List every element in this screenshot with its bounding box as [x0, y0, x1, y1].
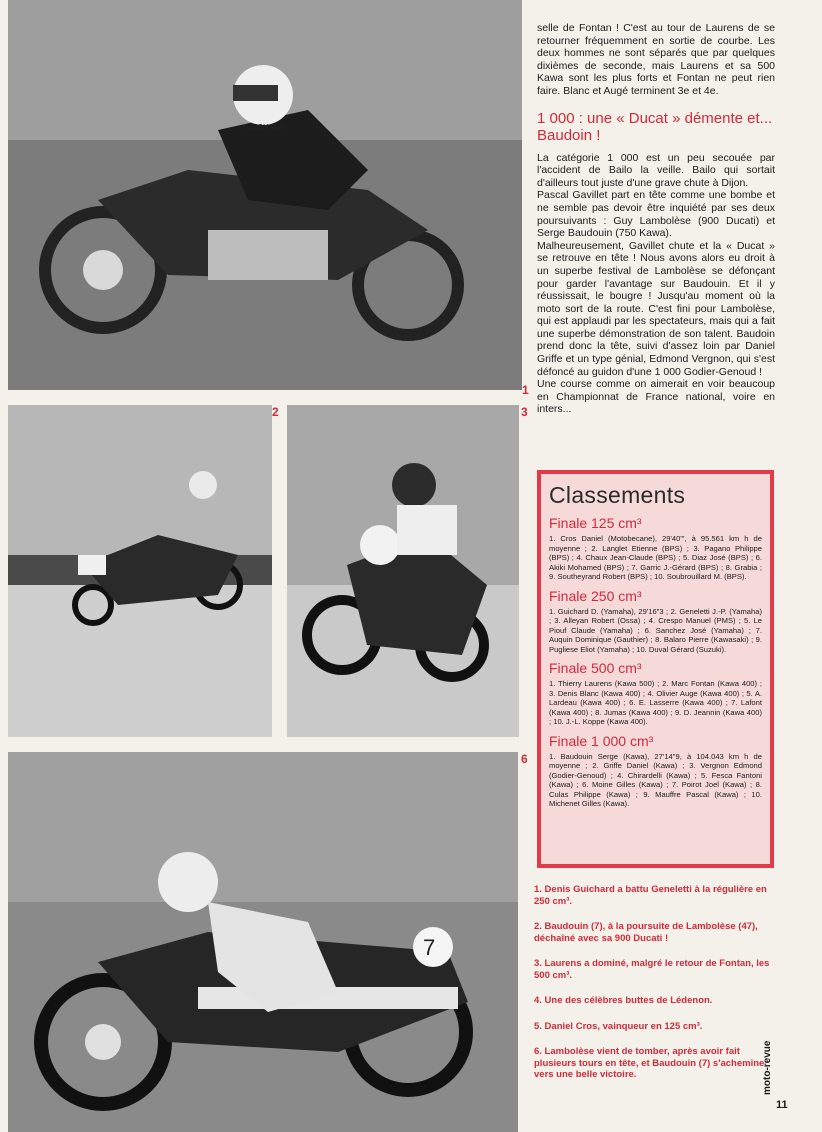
photo-number-3: 3 [521, 405, 528, 419]
caption: 6. Lambolèse vient de tomber, après avoir fait plusieurs tours en tête, et Baudouin (7) s'achemine vers une belle victoire. [534, 1046, 765, 1080]
article-paragraph: Pascal Gavillet part en tête comme une bombe et ne semble pas devoir être inquiété par ses deux poursuivants : Guy Lambolèse (900 Ducati) et Serge Baudouin (750 Kawa). [537, 189, 775, 240]
classement-heading: Finale 250 cm³ [549, 587, 642, 604]
classement-heading: Finale 1 000 cm³ [549, 732, 654, 749]
article-paragraph: La catégorie 1 000 est un peu secouée par l'accident de Bailo la veille. Bailo qui sortait d'ailleurs tout juste d'une grave chute à Dijon. [537, 151, 775, 189]
classement-results: 1. Cros Daniel (Motobecane), 29'40"', à 95.561 km h de moyenne ; 2. Langlet Etienne (BPS) ; 3. Pagano Philippe (BPS) ; 4. Chaux Jean-Claude (BPS) ; 5. Diaz José (BPS) ; 6. Akiki Mohamed (BPS) ; 7. Garric J.-Gérard (BPS) ; 8. Grabia ; 9. Southeyrand Robert (BPS) ; 10. Soubrouillard M. (BPS). [549, 534, 762, 581]
photo-number-2: 2 [272, 405, 279, 419]
photo-3-illustration [287, 405, 519, 737]
page-number: 11 [776, 1099, 788, 1111]
motorcycle-rider-illustration [8, 0, 522, 390]
rider-plate: GUICHARD [243, 123, 286, 132]
svg-text:7: 7 [423, 935, 436, 960]
photo-2-lambolese [8, 405, 272, 737]
photo-6-illustration [8, 752, 518, 1132]
photo-2-illustration [8, 405, 272, 737]
caption: 5. Daniel Cros, vainqueur en 125 cm³. [534, 1020, 703, 1032]
classement-results: 1. Guichard D. (Yamaha), 29'16"3 ; 2. Geneletti J.-P. (Yamaha) ; 3. Alleyan Robert (Ossa) ; 4. Crespo Manuel (PMS) ; 5. Le Piouf Claude (Yamaha) ; 6. Sanchez José (Yamaha) ; 7. Auquin Dominique (Gauthier) ; 8. Balaro Pierre (Kawasaki) ; 9. Pugliese Eliot (Yamaha) ; 10. Duval Gérard (Suzuki). [549, 606, 762, 654]
caption: 4. Une des célèbres buttes de Lédenon. [534, 995, 713, 1006]
photo-1-guichard [8, 0, 522, 390]
classement-results: 1. Thierry Laurens (Kawa 500) ; 2. Marc Fontan (Kawa 400) ; 3. Denis Blanc (Kawa 400) ; 4. Olivier Auge (Kawa 400) ; 5. A. Lardeau (Kawa 400) ; 6. E. Lasserre (Kawa 400) ; 7. Lafont (Kawa 400) ; 8. Jumas (Kawa 400) ; 9. D. Jeannin (Kawa 400) ; 10. J.-L. Koppe (Kawa 400). [549, 679, 762, 726]
caption: 1. Denis Guichard a battu Geneletti à la régulière en 250 cm³. [534, 884, 767, 907]
classement-heading: Finale 500 cm³ [549, 660, 642, 676]
photo-number-1: 1 [522, 383, 529, 397]
article-paragraph-intro: selle de Fontan ! C'est au tour de Laurens de se retourner fréquemment en sortie de courbe. Les deux hommes ne sont séparés que par quelques dixièmes de seconde, mais Laurens et sa 500 Kawa sont les plus forts et Fontan ne peut rien faire. Blanc et Augé terminent 3e et 4e. [537, 22, 775, 97]
classements-title: Classements [549, 482, 686, 508]
article-body [537, 22, 775, 416]
photo-6-baudouin [8, 752, 518, 1132]
article-paragraph: Une course comme on aimerait en voir beaucoup en Championnat de France national, voire en inters... [537, 378, 775, 416]
caption: 3. Laurens a dominé, malgré le retour de Fontan, les 500 cm³. [534, 958, 770, 981]
classements-box [537, 470, 774, 868]
classement-results: 1. Baudouin Serge (Kawa), 27'14"9, à 104.043 km h de moyenne ; 2. Griffe Daniel (Kawa) ; 3. Vergnon Edmond (Godier-Genoud) ; 4. Chirardelli (Kawa) ; 5. Fesca Fantoni (Kawa) ; 6. Moine Gilles (Kawa) ; 7. Poirot Joel (Kawa) ; 8. Culas Philippe (Kawa) ; 9. Mauffre Pascal (Kawa) ; 10. Michenet Gilles (Kawa). [549, 751, 762, 808]
article-headline: 1 000 : une « Ducat » démente et... Baudoin ! [537, 109, 773, 144]
classement-heading: Finale 125 cm³ [549, 515, 642, 531]
photo-number-6: 6 [521, 752, 528, 766]
magazine-brand: moto-revue [762, 1040, 773, 1095]
photo-3-laurens [287, 405, 519, 737]
article-paragraph: Malheureusement, Gavillet chute et la « Ducat » se retrouve en tête ! Nous avons alors eu droit à un superbe festival de Lambolèse se défonçant pour garder l'avantage sur Baudouin. Et il y réussissait, le bougre ! Jusqu'au moment où la moto sort de la route. C'est fini pour Lambolèse, qui est applaudi par les spectateurs, mais qui a fait une superbe démonstration de son talent. Baudoin prend donc la tête, suivi d'assez loin par Daniel Griffe et un type génial, Edmond Vergnon, qui s'est défoncé au guidon d'une 1 000 Godier-Genoud ! [537, 239, 775, 378]
photo-captions [534, 884, 772, 1081]
caption: 2. Baudouin (7), à la poursuite de Lambolèse (47), déchaîné avec sa 900 Ducati ! [534, 921, 758, 944]
